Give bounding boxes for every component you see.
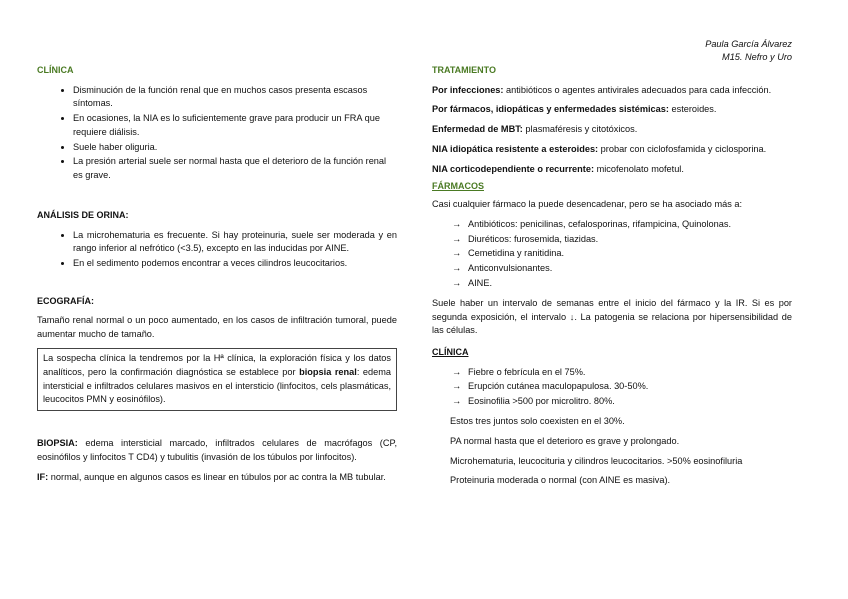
list-item: [432, 218, 792, 232]
list-item: • En el sedimento podemos encontrar a veces cilindros leucocitarios.: [73, 257, 397, 271]
diagnosis-box: [37, 348, 397, 411]
list-item-text: Fiebre o febrícula en el 75%.: [468, 366, 586, 377]
orina-list: [37, 229, 397, 271]
list-item: • Suele haber oliguria.: [73, 141, 397, 155]
box-text-post: : edema intersticial e infiltrados celulares masivos en el intersticio (linfocitos, cels plasmáticas, leucocitos PMN y eosinófilos).: [43, 366, 392, 405]
list-item-text: Anticonvulsionantes.: [468, 263, 553, 274]
tratamiento-p5: [432, 163, 792, 177]
p5-label: NIA corticodependiente o recurrente:: [432, 163, 595, 174]
arrow-right-icon: →: [452, 366, 462, 377]
clinica2-line: PA normal hasta que el deterioro es grave y prolongado.: [450, 435, 680, 446]
box-text-pre: La sospecha clínica la tendremos por la Hª clínica, la exploración física y los datos analíticos, pero la confirmación diagnóstica se establece por: [43, 353, 391, 377]
list-item: • En ocasiones, la NIA es lo suficientemente grave para producir un FRA que requiere diálisis.: [73, 112, 397, 140]
tratamiento-p1: [432, 84, 792, 98]
list-item: [432, 262, 792, 276]
list-item-text: Cemetidina y ranitidina.: [468, 248, 565, 259]
farmacos-heading: FÁRMACOS: [432, 181, 484, 192]
list-item: [432, 277, 792, 291]
list-item: • La presión arterial suele ser normal hasta que el deterioro de la función renal es grave.: [73, 155, 397, 183]
p2-label: Por fármacos, idiopáticas y enfermedades sistémicas:: [432, 104, 669, 115]
clinica2-list: [432, 366, 792, 409]
arrow-right-icon: →: [452, 277, 462, 288]
tratamiento-p4: [432, 143, 792, 157]
p3-label: Enfermedad de MBT:: [432, 124, 523, 135]
list-item: [432, 380, 792, 394]
author-name: Paula García Álvarez: [705, 39, 792, 49]
list-item-text: Diuréticos: furosemida, tiazidas.: [468, 233, 599, 244]
p5-text: micofenolato mofetul.: [594, 163, 684, 174]
clinica2-line: Microhematuria, leucocituria y cilindros leucocitarios. >50% eosinofiluria: [450, 455, 743, 466]
arrow-right-icon: →: [452, 233, 462, 244]
clinica-heading: CLÍNICA: [37, 65, 74, 75]
list-item: • La microhematuria es frecuente. Si hay proteinuria, suele ser moderada y en rango inferior al nefrótico (<3.5), excepto en las inducidas por AINE.: [73, 229, 397, 257]
arrow-right-icon: →: [452, 218, 462, 229]
p4-label: NIA idiopática resistente a esteroides:: [432, 143, 599, 154]
farmacos-outro: Suele haber un intervalo de semanas entre el inicio del fármaco y la IR. Si es por segunda exposición, el intervalo ↓. La patogenia se relaciona por hipersensibilidad de las células.: [432, 297, 792, 336]
list-item: • Disminución de la función renal que en muchos casos presenta escasos síntomas.: [73, 84, 397, 112]
farmacos-intro: Casi cualquier fármaco la puede desencadenar, pero se ha asociado más a:: [432, 198, 743, 209]
arrow-right-icon: →: [452, 396, 462, 407]
clinica2-line: Proteinuria moderada o normal (con AINE es masiva).: [450, 475, 671, 486]
arrow-right-icon: →: [452, 263, 462, 274]
list-item-text: Erupción cutánea maculopapulosa. 30-50%.: [468, 381, 649, 392]
tratamiento-heading: TRATAMIENTO: [432, 65, 496, 75]
p2-text: esteroides.: [668, 104, 717, 115]
if-text: normal, aunque en algunos casos es linear en túbulos por ac contra la MB tubular.: [48, 471, 386, 482]
clinica-list: [37, 84, 397, 184]
box-text-bold: biopsia renal: [299, 366, 357, 377]
left-column: [37, 64, 397, 485]
list-item-text: Antibióticos: penicilinas, cefalosporinas, rifampicina, Quinolonas.: [468, 218, 732, 229]
list-item: [432, 247, 792, 261]
farmacos-list: [432, 218, 792, 291]
tratamiento-p3: [432, 123, 792, 137]
biopsia-text: edema intersticial marcado, infiltrados celulares de macrófagos (CP, eosinófilos y linfocitos T CD4) y tubulitis (invasión de los túbulos por linfocitos).: [37, 438, 397, 463]
page-header: [705, 38, 792, 64]
tratamiento-p2: [432, 103, 792, 117]
list-item: [432, 395, 792, 409]
p4-text: probar con ciclofosfamida y ciclosporina.: [598, 143, 767, 154]
arrow-right-icon: →: [452, 248, 462, 259]
orina-heading: ANÁLISIS DE ORINA:: [37, 210, 129, 221]
list-item: [432, 233, 792, 247]
list-item: [432, 366, 792, 380]
module-name: M15. Nefro y Uro: [722, 51, 792, 62]
list-item-text: AINE.: [468, 277, 492, 288]
clinica2-heading: CLÍNICA: [432, 347, 469, 358]
list-item-text: Eosinofilia >500 por microlitro. 80%.: [468, 396, 615, 407]
ecografia-heading: ECOGRAFÍA:: [37, 295, 94, 306]
p1-text: antibióticos o agentes antivirales adecuados para cada infección.: [503, 84, 772, 95]
p1-label: Por infecciones:: [432, 84, 504, 95]
arrow-right-icon: →: [452, 381, 462, 392]
biopsia-paragraph: [37, 437, 397, 465]
biopsia-label: BIOPSIA:: [37, 438, 78, 449]
if-label: IF:: [37, 471, 49, 482]
if-paragraph: [37, 471, 397, 485]
ecografia-text: Tamaño renal normal o un poco aumentado, en los casos de infiltración tumoral, puede aumentar mucho de tamaño.: [37, 315, 397, 340]
p3-text: plasmaféresis y citotóxicos.: [522, 124, 638, 135]
right-column: [432, 64, 792, 488]
clinica2-line: Estos tres juntos solo coexisten en el 30%.: [450, 416, 625, 427]
